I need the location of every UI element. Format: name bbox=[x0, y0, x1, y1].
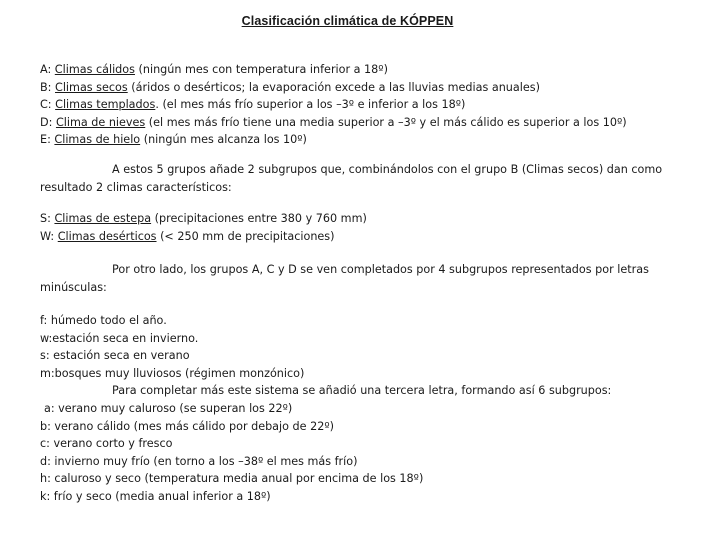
lowercase-intro-paragraph bbox=[40, 261, 700, 296]
subgroup-description: (precipitaciones entre 380 y 760 mm) bbox=[151, 212, 367, 225]
letter-item: s: estación seca en verano bbox=[40, 349, 190, 363]
subgroup-w bbox=[40, 228, 700, 246]
page-title: Clasificación climática de KÓPPEN bbox=[241, 14, 454, 28]
letter-item: m:bosques muy lluviosos (régimen monzónico) bbox=[40, 366, 305, 380]
group-prefix: E: bbox=[40, 133, 55, 147]
group-description: (ningún mes con temperatura inferior a 18º) bbox=[134, 63, 388, 76]
group-b bbox=[40, 79, 700, 97]
group-name: Climas secos bbox=[55, 80, 128, 94]
group-a bbox=[40, 61, 700, 79]
group-description: (el mes más frío tiene una media superior a –3º y el más cálido es superior a los 10º) bbox=[145, 115, 627, 129]
group-prefix: C: bbox=[40, 98, 56, 112]
paragraph-line: resultado 2 climas característicos: bbox=[40, 180, 232, 194]
subgroups-intro-paragraph bbox=[40, 161, 700, 196]
paragraph-line: minúsculas: bbox=[40, 280, 107, 294]
third-letter-item: c: verano corto y fresco bbox=[40, 437, 173, 451]
dry-subgroups-list bbox=[40, 210, 700, 245]
letter-item: w:estación seca en invierno. bbox=[40, 331, 199, 345]
third-letter-intro: Para completar más este sistema se añadió una tercera letra, formando así 6 subgrupos: bbox=[112, 384, 612, 398]
third-letter-item: d: invierno muy frío (en torno a los –38º el mes más frío) bbox=[40, 454, 358, 468]
third-letter-item: h: caluroso y seco (temperatura media anual por encima de los 18º) bbox=[40, 472, 424, 486]
subgroup-prefix: S: bbox=[40, 212, 55, 225]
third-letter-item: a: verano muy caluroso (se superan los 22º) bbox=[44, 401, 293, 415]
subgroup-s bbox=[40, 210, 700, 228]
group-description: (ningún mes alcanza los 10º) bbox=[140, 133, 307, 147]
group-name: Climas cálidos bbox=[54, 63, 135, 76]
group-c bbox=[40, 96, 700, 114]
third-letter-item: k: frío y seco (media anual inferior a 18º) bbox=[40, 489, 271, 503]
group-description: (áridos o desérticos; la evaporación excede a las lluvias medias anuales) bbox=[127, 80, 540, 94]
paragraph-line: A estos 5 grupos añade 2 subgrupos que, combinándolos con el grupo B (Climas secos) dan como bbox=[112, 163, 663, 176]
paragraph-line: Por otro lado, los grupos A, C y D se ven completados por 4 subgrupos representados por letras bbox=[112, 263, 649, 276]
letters-list bbox=[40, 312, 700, 506]
third-letter-item: b: verano cálido (mes más cálido por debajo de 22º) bbox=[40, 419, 334, 433]
subgroup-name: Climas desérticos bbox=[57, 229, 157, 243]
group-description: . (el mes más frío superior a los –3º e inferior a los 18º) bbox=[155, 98, 466, 112]
group-d bbox=[40, 114, 700, 132]
subgroup-prefix: W: bbox=[40, 229, 58, 243]
group-name: Climas templados bbox=[55, 98, 156, 112]
group-prefix: A: bbox=[40, 63, 55, 76]
group-prefix: B: bbox=[40, 80, 56, 94]
subgroup-description: (< 250 mm de precipitaciones) bbox=[156, 229, 335, 243]
letter-item: f: húmedo todo el año. bbox=[40, 314, 167, 327]
subgroup-name: Climas de estepa bbox=[54, 212, 152, 225]
group-e bbox=[40, 131, 700, 149]
group-name: Clima de nieves bbox=[55, 115, 146, 129]
main-groups-list bbox=[40, 61, 700, 149]
group-prefix: D: bbox=[40, 115, 56, 129]
group-name: Climas de hielo bbox=[54, 133, 141, 147]
